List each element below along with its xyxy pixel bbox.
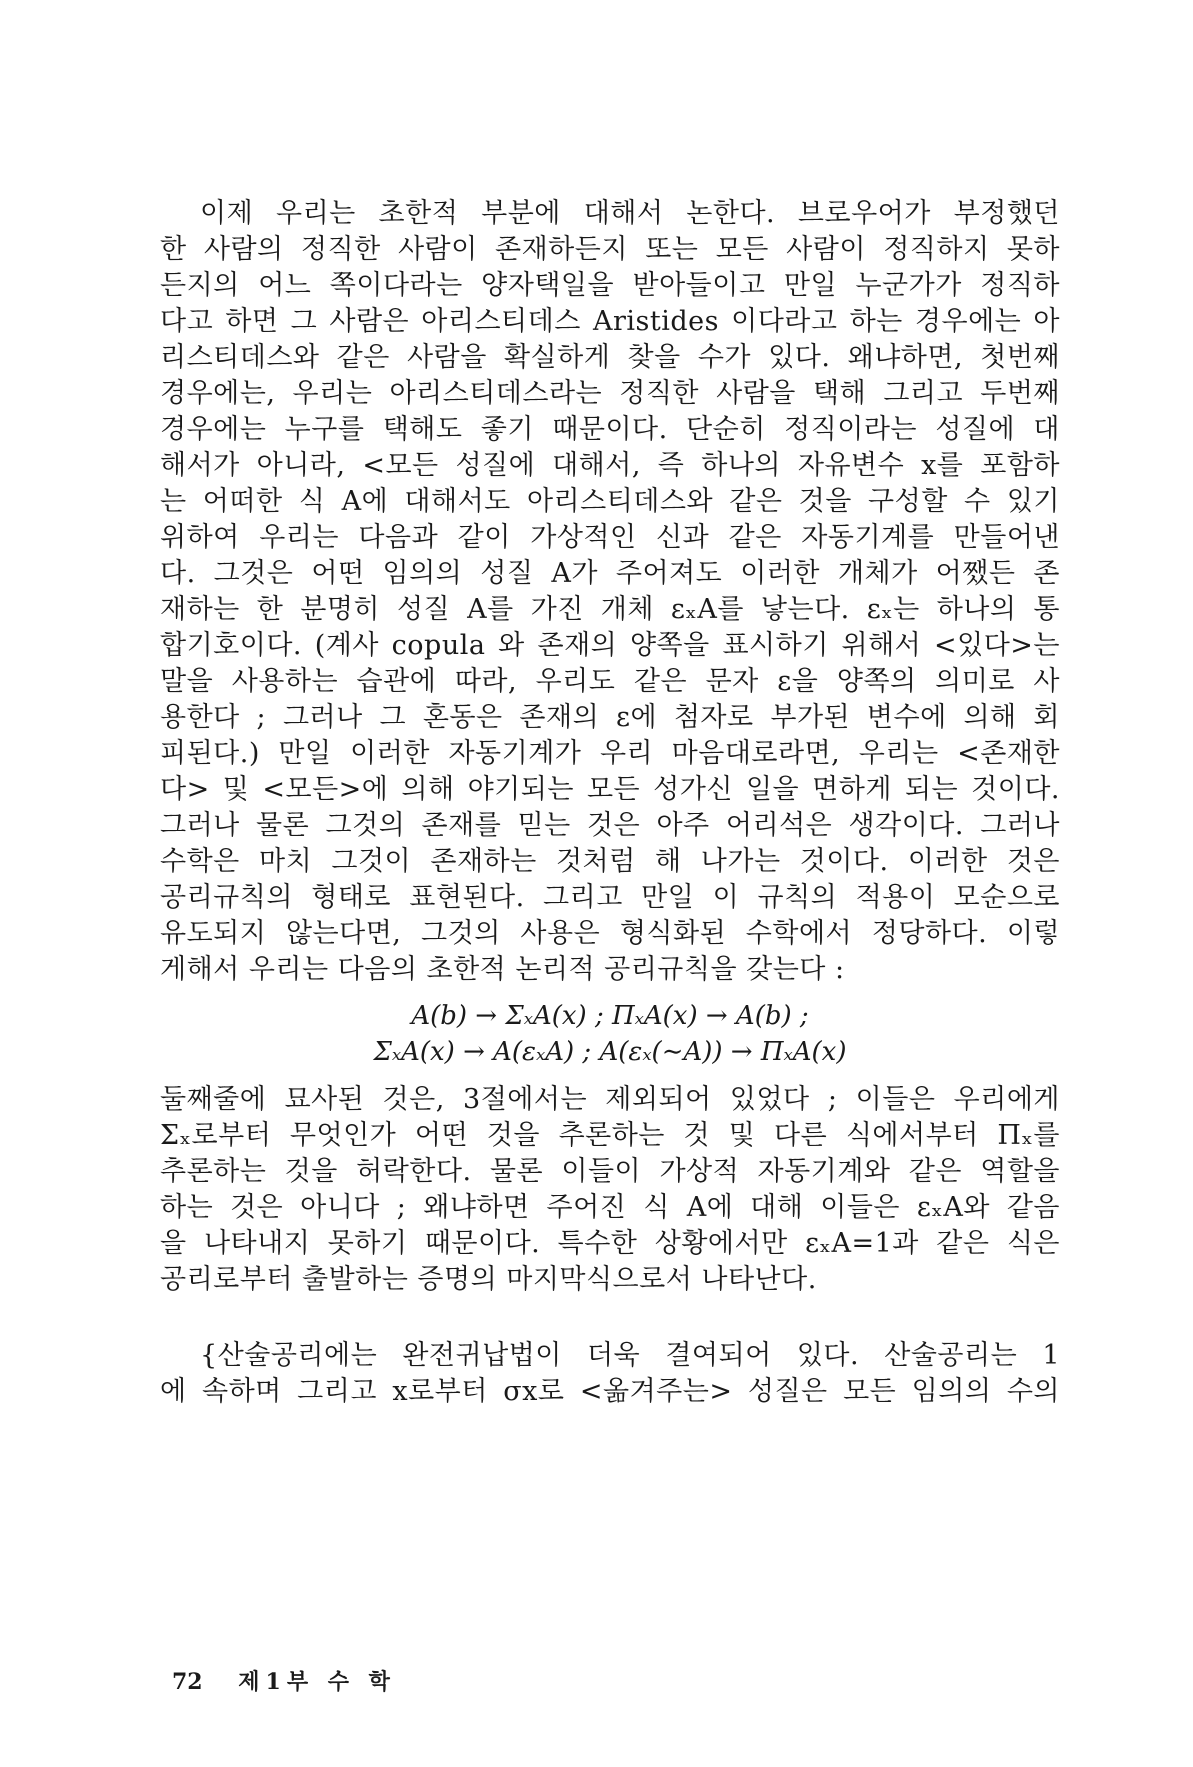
paragraph-gap — [160, 1298, 1060, 1338]
text-line: 을 나타내지 못하기 때문이다. 특수한 상황에서만 εₓA=1과 같은 식은 — [160, 1228, 1060, 1259]
text-line: 하는 것은 아니다 ; 왜냐하면 주어진 식 A에 대해 이들은 εₓA와 같음 — [160, 1192, 1060, 1223]
text-line: 말을 사용하는 습관에 따라, 우리도 같은 문자 ε을 양쪽의 의미로 사 — [160, 666, 1060, 697]
page-footer — [172, 1665, 396, 1696]
text-line: Σₓ로부터 무엇인가 어떤 것을 추론하는 것 및 다른 식에서부터 Πₓ를 — [160, 1120, 1060, 1151]
axiom-formulas — [160, 998, 1060, 1070]
text-line: 수학은 마치 그것이 존재하는 것처럼 해 나가는 것이다. 이러한 것은 — [160, 846, 1060, 877]
text-line: {산술공리에는 완전귀납법이 더욱 결여되어 있다. 산술공리는 1 — [200, 1340, 1060, 1371]
text-line: 다고 하면 그 사람은 아리스티데스 Aristides 이다라고 하는 경우에는 아 — [160, 306, 1060, 337]
text-line: 둘째줄에 묘사된 것은, 3절에서는 제외되어 있었다 ; 이들은 우리에게 — [160, 1084, 1060, 1115]
page-body — [160, 196, 1060, 1410]
text-line: 다. 그것은 어떤 임의의 성질 A가 주어져도 이러한 개체가 어쨌든 존 — [160, 558, 1060, 589]
text-line: 해서가 아니라, <모든 성질에 대해서, 즉 하나의 자유변수 x를 포함하 — [160, 450, 1060, 481]
text-line: 추론하는 것을 허락한다. 물론 이들이 가상적 자동기계와 같은 역할을 — [160, 1156, 1060, 1187]
text-line: 이제 우리는 초한적 부분에 대해서 논한다. 브로우어가 부정했던 — [200, 198, 1060, 229]
formula-line: ΣₓA(x) → A(εₓA) ; A(εₓ(∼A)) → ΠₓA(x) — [373, 1037, 847, 1067]
text-line: 그러나 물론 그것의 존재를 믿는 것은 아주 어리석은 생각이다. 그러나 — [160, 810, 1060, 841]
page-number: 72 — [172, 1669, 203, 1695]
paragraph-transfinite — [160, 196, 1060, 988]
paragraph-second-line-explanation — [160, 1082, 1060, 1298]
text-line: 경우에는 누구를 택해도 좋기 때문이다. 단순히 정직이라는 성질에 대 — [160, 414, 1060, 445]
text-line: 게해서 우리는 다음의 초한적 논리적 공리규칙을 갖는다 : — [160, 954, 845, 985]
text-line: 합기호이다. (계사 copula 와 존재의 양쪽을 표시하기 위해서 <있다>는 — [160, 630, 1060, 661]
text-line: 에 속하며 그리고 x로부터 σx로 <옮겨주는> 성질은 모든 임의의 수의 — [160, 1376, 1060, 1407]
text-line: 다> 및 <모든>에 의해 야기되는 모든 성가신 일을 면하게 되는 것이다. — [160, 774, 1060, 805]
text-line: 한 사람의 정직한 사람이 존재하든지 또는 모든 사람이 정직하지 못하 — [160, 234, 1060, 265]
text-line: 공리로부터 출발하는 증명의 마지막식으로서 나타난다. — [160, 1264, 817, 1295]
section-title: 제1부 수 학 — [238, 1669, 396, 1695]
text-line: 는 어떠한 식 A에 대해서도 아리스티데스와 같은 것을 구성할 수 있기 — [160, 486, 1060, 517]
text-line: 위하여 우리는 다음과 같이 가상적인 신과 같은 자동기계를 만들어낸 — [160, 522, 1060, 553]
text-line: 피된다.) 만일 이러한 자동기계가 우리 마음대로라면, 우리는 <존재한 — [160, 738, 1060, 769]
text-line: 공리규칙의 형태로 표현된다. 그리고 만일 이 규칙의 적용이 모순으로 — [160, 882, 1060, 913]
text-line: 재하는 한 분명히 성질 A를 가진 개체 εₓA를 낳는다. εₓ는 하나의 통 — [160, 594, 1060, 625]
text-line: 경우에는, 우리는 아리스티데스라는 정직한 사람을 택해 그리고 두번째 — [160, 378, 1060, 409]
text-line: 든지의 어느 쪽이다라는 양자택일을 받아들이고 만일 누군가가 정직하 — [160, 270, 1060, 301]
text-line: 용한다 ; 그러나 그 혼동은 존재의 ε에 첨자로 부가된 변수에 의해 회 — [160, 702, 1060, 733]
text-line: 리스티데스와 같은 사람을 확실하게 찾을 수가 있다. 왜냐하면, 첫번째 — [160, 342, 1060, 373]
formula-line: A(b) → ΣₓA(x) ; ΠₓA(x) → A(b) ; — [411, 1001, 809, 1031]
paragraph-arithmetic-axioms — [160, 1338, 1060, 1410]
text-line: 유도되지 않는다면, 그것의 사용은 형식화된 수학에서 정당하다. 이렇 — [160, 918, 1060, 949]
